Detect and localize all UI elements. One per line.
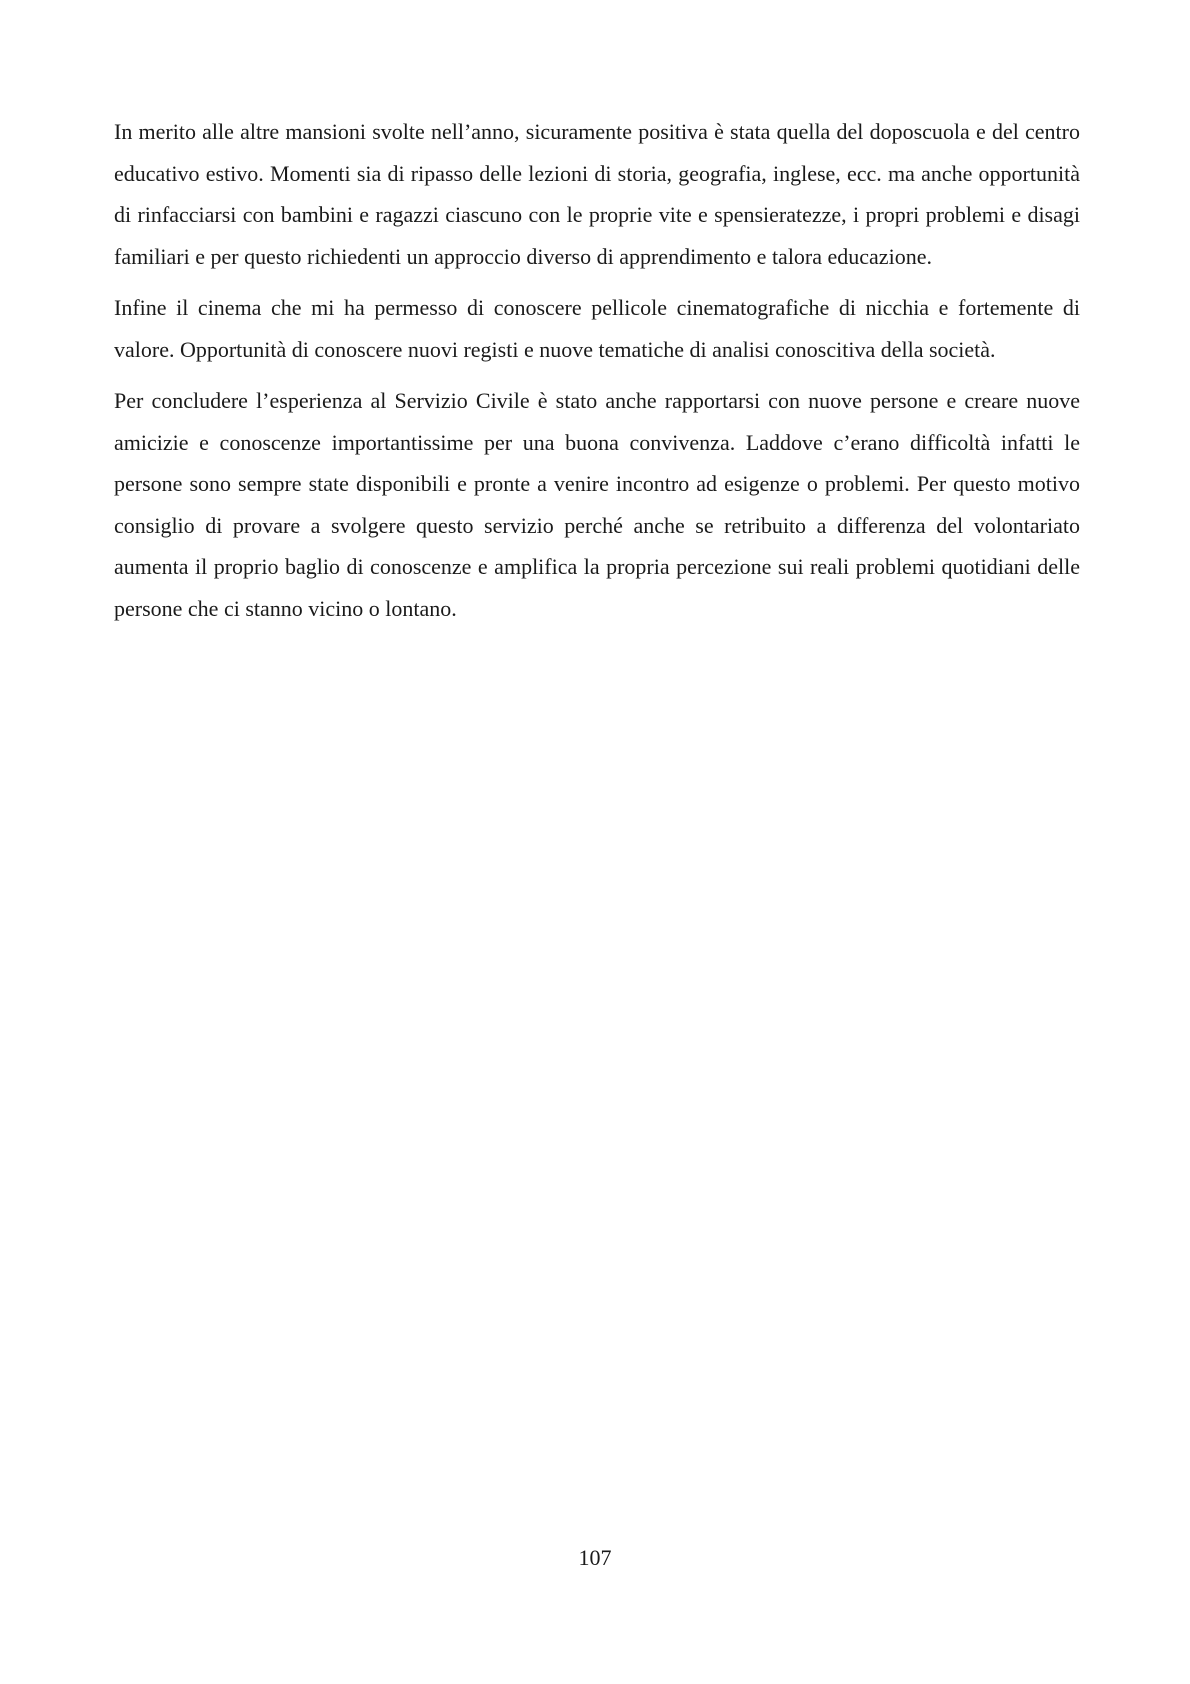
paragraph-doposcuola: In merito alle altre mansioni svolte nell’anno, sicuramente positiva è stata quella del doposcuola e del centro educativo estivo. Momenti sia di ripasso delle lezioni di storia, geografia, inglese, ecc. ma anche opportunità di rinfacciarsi con bambini e ragazzi ciascuno con le proprie vite e spensieratezze, i propri problemi e disagi familiari e per questo richiedenti un approccio diverso di apprendimento e talora educazione. xyxy=(114,119,1080,269)
page-number: 107 xyxy=(578,1545,612,1570)
body-text xyxy=(114,111,1080,639)
paragraph-cinema: Infine il cinema che mi ha permesso di conoscere pellicole cinematografiche di nicchia e fortemente di valore. Opportunità di conoscere nuovi registi e nuove tematiche di analisi conoscitiva della società. xyxy=(114,295,1080,362)
paragraph-conclusion: Per concludere l’esperienza al Servizio Civile è stato anche rapportarsi con nuove persone e creare nuove amicizie e conoscenze importantissime per una buona convivenza. Laddove c’erano difficoltà infatti le persone sono sempre state disponibili e pronte a venire incontro ad esigenze o problemi. Per questo motivo consiglio di provare a svolgere questo servizio perché anche se retribuito a differenza del volontariato aumenta il proprio baglio di conoscenze e amplifica la propria percezione sui reali problemi quotidiani delle persone che ci stanno vicino o lontano. xyxy=(114,388,1080,621)
